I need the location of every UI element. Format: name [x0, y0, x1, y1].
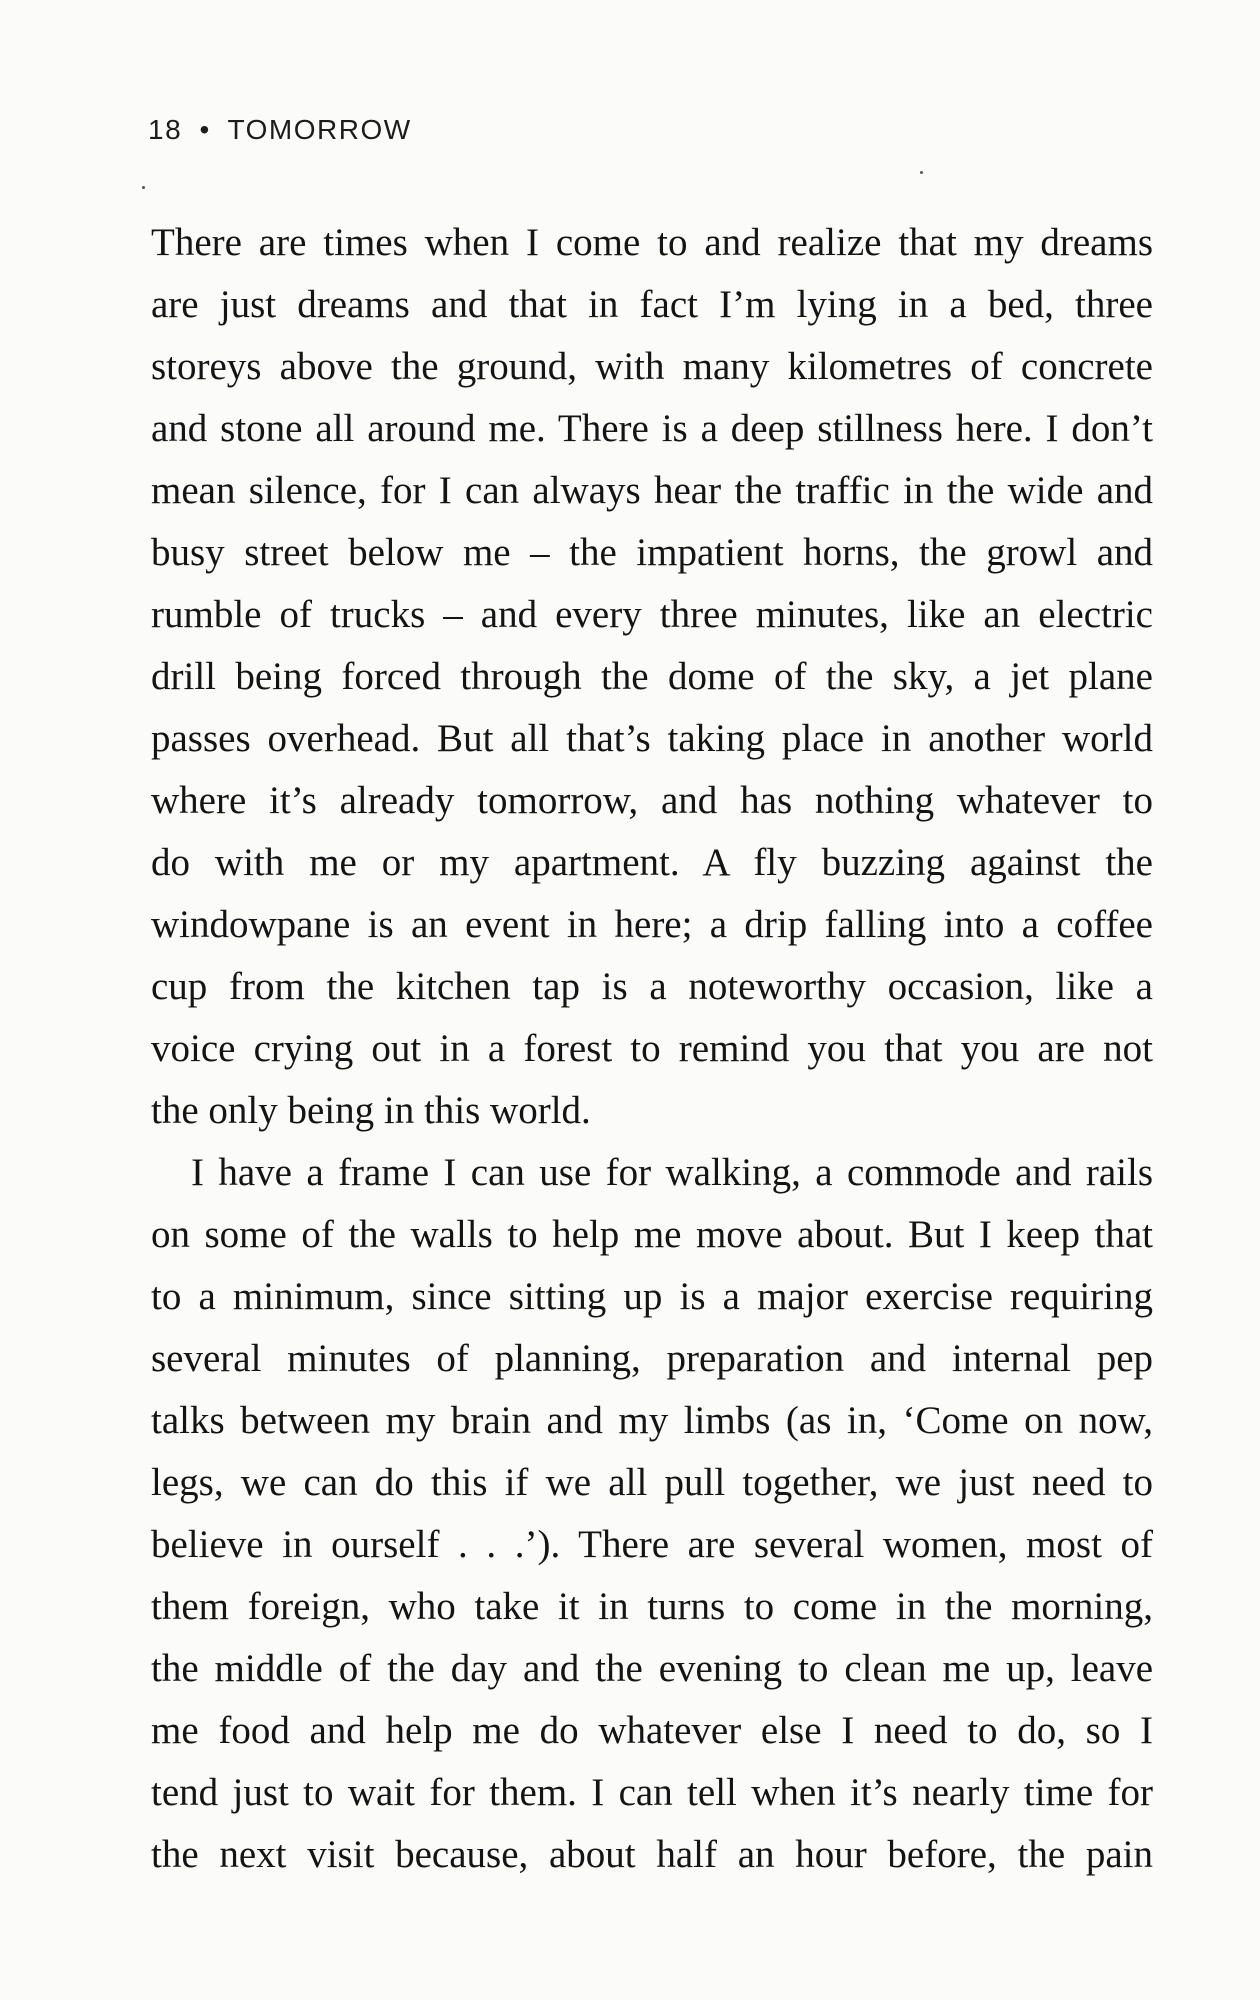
text-line: voice crying out in a forest to remind you that you are not	[151, 1027, 1153, 1070]
text-line: are just dreams and that in fact I’m lying in a bed, three	[151, 283, 1153, 326]
text-line: busy street below me – the impatient horns, the growl and	[151, 531, 1153, 574]
scan-speck	[142, 186, 145, 189]
text-line: drill being forced through the dome of the sky, a jet plane	[151, 655, 1153, 698]
text-line: believe in ourself . . .’). There are several women, most of	[151, 1523, 1153, 1566]
text-line: on some of the walls to help me move about. But I keep that	[151, 1213, 1153, 1256]
running-head	[148, 114, 412, 146]
text-line: passes overhead. But all that’s taking place in another world	[151, 717, 1153, 760]
text-line: me food and help me do whatever else I need to do, so I	[151, 1709, 1153, 1752]
text-line: cup from the kitchen tap is a noteworthy occasion, like a	[151, 965, 1153, 1008]
text-line: legs, we can do this if we all pull together, we just need to	[151, 1461, 1153, 1504]
text-line: to a minimum, since sitting up is a major exercise requiring	[151, 1275, 1153, 1318]
paragraph-1	[151, 212, 1153, 1142]
text-line: the only being in this world.	[151, 1089, 591, 1132]
running-title: TOMORROW	[227, 114, 412, 145]
text-line: and stone all around me. There is a deep stillness here. I don’t	[151, 407, 1153, 450]
text-line: several minutes of planning, preparation and internal pep	[151, 1337, 1153, 1380]
text-line: rumble of trucks – and every three minutes, like an electric	[151, 593, 1153, 636]
scan-speck	[920, 171, 923, 174]
text-line: There are times when I come to and realize that my dreams	[151, 221, 1153, 264]
text-line: storeys above the ground, with many kilometres of concrete	[151, 345, 1153, 388]
text-line: the middle of the day and the evening to clean me up, leave	[151, 1647, 1153, 1690]
text-line: where it’s already tomorrow, and has nothing whatever to	[151, 779, 1153, 822]
text-line: tend just to wait for them. I can tell when it’s nearly time for	[151, 1771, 1153, 1814]
text-line: mean silence, for I can always hear the traffic in the wide and	[151, 469, 1153, 512]
text-line: them foreign, who take it in turns to come in the morning,	[151, 1585, 1153, 1628]
text-line: the next visit because, about half an hour before, the pain	[151, 1833, 1153, 1876]
text-line: I have a frame I can use for walking, a commode and rails	[191, 1151, 1153, 1194]
text-line: windowpane is an event in here; a drip falling into a coffee	[151, 903, 1153, 946]
text-line: do with me or my apartment. A fly buzzing against the	[151, 841, 1153, 884]
text-line: talks between my brain and my limbs (as in, ‘Come on now,	[151, 1399, 1153, 1442]
page-number: 18	[148, 114, 183, 145]
body-text	[151, 212, 1153, 1886]
header-separator: •	[199, 114, 211, 145]
paragraph-2	[151, 1142, 1153, 1886]
